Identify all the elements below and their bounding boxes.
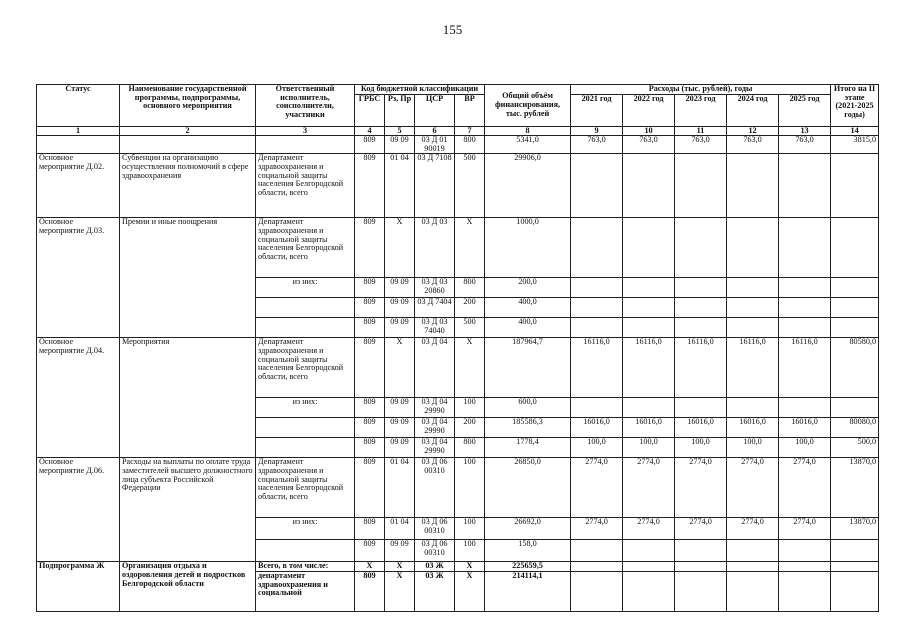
csr-cell: 03 Д 03 — [415, 218, 455, 278]
rzpr-cell: 09 09 — [385, 540, 415, 562]
responsible-cell — [256, 540, 355, 562]
total-cell: 214114,1 — [485, 572, 571, 612]
status-cell: Подпрограмма Ж — [37, 562, 120, 612]
table-row — [37, 562, 879, 572]
name-cell: Организация отдыха и оздоровления детей и подростков Белгородской области — [120, 562, 256, 612]
header-year-2022: 2022 год — [623, 94, 675, 126]
budget-table — [36, 84, 879, 612]
y2021-cell — [571, 318, 623, 338]
total-cell: 26692,0 — [485, 518, 571, 540]
y2021-cell: 16116,0 — [571, 338, 623, 398]
y2025-cell — [779, 278, 831, 298]
responsible-cell — [256, 318, 355, 338]
y2024-cell — [727, 278, 779, 298]
stage-cell — [831, 572, 879, 612]
y2023-cell — [675, 572, 727, 612]
y2022-cell: 2774,0 — [623, 518, 675, 540]
header-csr: ЦСР — [415, 94, 455, 126]
y2024-cell — [727, 318, 779, 338]
rzpr-cell: 09 09 — [385, 418, 415, 438]
total-cell: 400,0 — [485, 298, 571, 318]
y2023-cell — [675, 154, 727, 218]
y2022-cell — [623, 298, 675, 318]
y2023-cell: 2774,0 — [675, 518, 727, 540]
csr-cell: 03 Ж — [415, 562, 455, 572]
y2024-cell — [727, 540, 779, 562]
stage-cell: 80080,0 — [831, 418, 879, 438]
header-budget-code: Код бюджетной классификации — [355, 85, 485, 95]
responsible-cell — [256, 418, 355, 438]
grbs-cell: 809 — [355, 518, 385, 540]
y2021-cell — [571, 562, 623, 572]
total-cell: 600,0 — [485, 398, 571, 418]
csr-cell: 03 Д 04 29990 — [415, 438, 455, 458]
vr-cell: 800 — [455, 136, 485, 154]
y2023-cell — [675, 318, 727, 338]
grbs-cell: 809 — [355, 458, 385, 518]
col-num: 11 — [675, 126, 727, 136]
vr-cell: Х — [455, 562, 485, 572]
csr-cell: 03 Д 04 — [415, 338, 455, 398]
y2021-cell: 763,0 — [571, 136, 623, 154]
col-num: 8 — [485, 126, 571, 136]
rzpr-cell: 01 04 — [385, 518, 415, 540]
rzpr-cell: 01 04 — [385, 154, 415, 218]
status-cell: Основное мероприятие Д.03. — [37, 218, 120, 338]
csr-cell: 03 Д 06 00310 — [415, 458, 455, 518]
header-name: Наименование государственной программы, подпрограммы, основного мероприятия — [120, 85, 256, 127]
y2021-cell — [571, 298, 623, 318]
col-num: 9 — [571, 126, 623, 136]
responsible-cell — [256, 438, 355, 458]
csr-cell: 03 Д 03 20860 — [415, 278, 455, 298]
y2024-cell: 16116,0 — [727, 338, 779, 398]
table-row — [37, 458, 879, 518]
y2023-cell: 763,0 — [675, 136, 727, 154]
rzpr-cell: 09 09 — [385, 398, 415, 418]
y2025-cell: 16016,0 — [779, 418, 831, 438]
csr-cell: 03 Д 03 74040 — [415, 318, 455, 338]
col-num: 14 — [831, 126, 879, 136]
y2021-cell — [571, 154, 623, 218]
y2022-cell: 16116,0 — [623, 338, 675, 398]
y2021-cell: 16016,0 — [571, 418, 623, 438]
y2025-cell — [779, 298, 831, 318]
csr-cell: 03 Ж — [415, 572, 455, 612]
stage-cell: 13870,0 — [831, 458, 879, 518]
rzpr-cell: 01 04 — [385, 458, 415, 518]
grbs-cell: 809 — [355, 398, 385, 418]
y2024-cell — [727, 298, 779, 318]
name-cell: Расходы на выплаты по оплате труда заместителей высшего должностного лица субъекта Российской Федерации — [120, 458, 256, 562]
column-number-row — [37, 126, 879, 136]
grbs-cell: 809 — [355, 154, 385, 218]
col-num: 4 — [355, 126, 385, 136]
header-vr: ВР — [455, 94, 485, 126]
table-row — [37, 218, 879, 278]
status-cell — [37, 136, 120, 154]
csr-cell: 03 Д 01 90019 — [415, 136, 455, 154]
grbs-cell: 809 — [355, 438, 385, 458]
vr-cell: Х — [455, 572, 485, 612]
y2022-cell — [623, 278, 675, 298]
col-num: 2 — [120, 126, 256, 136]
responsible-cell: Всего, в том числе: — [256, 562, 355, 572]
y2021-cell — [571, 540, 623, 562]
y2024-cell: 16016,0 — [727, 418, 779, 438]
vr-cell: 200 — [455, 418, 485, 438]
responsible-cell: из них: — [256, 278, 355, 298]
grbs-cell: 809 — [355, 338, 385, 398]
grbs-cell: 809 — [355, 318, 385, 338]
header-responsible: Ответственный исполнитель, соисполнители, участники — [256, 85, 355, 127]
y2023-cell — [675, 398, 727, 418]
rzpr-cell: 09 09 — [385, 318, 415, 338]
grbs-cell: Х — [355, 562, 385, 572]
header-status: Статус — [37, 85, 120, 127]
y2024-cell — [727, 398, 779, 418]
rzpr-cell: Х — [385, 572, 415, 612]
vr-cell: 100 — [455, 540, 485, 562]
responsible-cell — [256, 136, 355, 154]
y2022-cell: 16016,0 — [623, 418, 675, 438]
y2022-cell: 100,0 — [623, 438, 675, 458]
y2022-cell — [623, 562, 675, 572]
y2023-cell — [675, 298, 727, 318]
vr-cell: 100 — [455, 518, 485, 540]
total-cell: 1778,4 — [485, 438, 571, 458]
y2024-cell — [727, 562, 779, 572]
y2022-cell — [623, 572, 675, 612]
csr-cell: 03 Д 06 00310 — [415, 518, 455, 540]
total-cell: 225659,5 — [485, 562, 571, 572]
responsible-cell: из них: — [256, 518, 355, 540]
y2023-cell: 16016,0 — [675, 418, 727, 438]
stage-cell — [831, 218, 879, 278]
stage-cell — [831, 398, 879, 418]
y2022-cell — [623, 318, 675, 338]
table-row — [37, 154, 879, 218]
responsible-cell: из них: — [256, 398, 355, 418]
stage-cell — [831, 540, 879, 562]
y2022-cell: 763,0 — [623, 136, 675, 154]
vr-cell: Х — [455, 338, 485, 398]
vr-cell: 800 — [455, 438, 485, 458]
responsible-cell — [256, 298, 355, 318]
total-cell: 26850,0 — [485, 458, 571, 518]
y2025-cell: 100,0 — [779, 438, 831, 458]
rzpr-cell: Х — [385, 218, 415, 278]
grbs-cell: 809 — [355, 136, 385, 154]
stage-cell: 13870,0 — [831, 518, 879, 540]
col-num: 13 — [779, 126, 831, 136]
y2025-cell: 2774,0 — [779, 518, 831, 540]
total-cell: 200,0 — [485, 278, 571, 298]
col-num: 12 — [727, 126, 779, 136]
y2023-cell — [675, 540, 727, 562]
status-cell: Основное мероприятие Д.02. — [37, 154, 120, 218]
y2023-cell — [675, 218, 727, 278]
csr-cell: 03 Д 04 29990 — [415, 398, 455, 418]
name-cell: Премии и иные поощрения — [120, 218, 256, 338]
grbs-cell: 809 — [355, 418, 385, 438]
grbs-cell: 809 — [355, 278, 385, 298]
y2022-cell — [623, 218, 675, 278]
y2024-cell: 2774,0 — [727, 518, 779, 540]
name-cell — [120, 136, 256, 154]
y2025-cell: 16116,0 — [779, 338, 831, 398]
csr-cell: 03 Д 7404 — [415, 298, 455, 318]
grbs-cell: 809 — [355, 540, 385, 562]
stage-cell — [831, 298, 879, 318]
stage-cell: 3815,0 — [831, 136, 879, 154]
table-row — [37, 338, 879, 398]
col-num: 6 — [415, 126, 455, 136]
csr-cell: 03 Д 04 29990 — [415, 418, 455, 438]
y2021-cell: 100,0 — [571, 438, 623, 458]
y2021-cell — [571, 398, 623, 418]
total-cell: 400,0 — [485, 318, 571, 338]
y2023-cell: 2774,0 — [675, 458, 727, 518]
total-cell: 185586,3 — [485, 418, 571, 438]
y2021-cell — [571, 218, 623, 278]
name-cell: Субвенции на организацию осуществления полномочий в сфере здравоохранения — [120, 154, 256, 218]
y2025-cell — [779, 398, 831, 418]
header-expenses: Расходы (тыс. рублей), годы — [571, 85, 831, 95]
header-rzpr: Рз, Пр — [385, 94, 415, 126]
y2025-cell — [779, 562, 831, 572]
y2021-cell — [571, 278, 623, 298]
rzpr-cell: 09 09 — [385, 278, 415, 298]
total-cell: 1000,0 — [485, 218, 571, 278]
y2021-cell: 2774,0 — [571, 518, 623, 540]
header-stage-total: Итого на II этапе (2021-2025 годы) — [831, 85, 879, 127]
responsible-cell: Департамент здравоохранения и социальной защиты населения Белгородской области, всего — [256, 154, 355, 218]
rzpr-cell: 09 09 — [385, 136, 415, 154]
vr-cell: 200 — [455, 298, 485, 318]
y2024-cell: 100,0 — [727, 438, 779, 458]
y2022-cell — [623, 398, 675, 418]
responsible-cell: департамент здравоохранения и социальной — [256, 572, 355, 612]
responsible-cell: Департамент здравоохранения и социальной защиты населения Белгородской области, всего — [256, 218, 355, 278]
col-num: 3 — [256, 126, 355, 136]
stage-cell — [831, 562, 879, 572]
header-year-2023: 2023 год — [675, 94, 727, 126]
name-cell: Мероприятия — [120, 338, 256, 458]
status-cell: Основное мероприятие Д.04. — [37, 338, 120, 458]
vr-cell: 500 — [455, 318, 485, 338]
y2023-cell — [675, 278, 727, 298]
y2025-cell: 2774,0 — [779, 458, 831, 518]
y2024-cell — [727, 572, 779, 612]
grbs-cell: 809 — [355, 218, 385, 278]
grbs-cell: 809 — [355, 572, 385, 612]
y2022-cell — [623, 540, 675, 562]
y2024-cell — [727, 218, 779, 278]
stage-cell — [831, 318, 879, 338]
stage-cell: 500,0 — [831, 438, 879, 458]
total-cell: 29906,0 — [485, 154, 571, 218]
csr-cell: 03 Д 7108 — [415, 154, 455, 218]
page-number: 155 — [442, 22, 463, 37]
table-row — [37, 136, 879, 154]
stage-cell — [831, 278, 879, 298]
header-year-2024: 2024 год — [727, 94, 779, 126]
y2024-cell: 763,0 — [727, 136, 779, 154]
stage-cell: 80580,0 — [831, 338, 879, 398]
vr-cell: 800 — [455, 278, 485, 298]
total-cell: 187964,7 — [485, 338, 571, 398]
header-year-2025: 2025 год — [779, 94, 831, 126]
y2025-cell — [779, 540, 831, 562]
vr-cell: 100 — [455, 398, 485, 418]
vr-cell: 500 — [455, 154, 485, 218]
y2025-cell — [779, 318, 831, 338]
y2025-cell — [779, 154, 831, 218]
header-total-volume: Общий объём финансирования, тыс. рублей — [485, 85, 571, 127]
y2025-cell: 763,0 — [779, 136, 831, 154]
grbs-cell: 809 — [355, 298, 385, 318]
stage-cell — [831, 154, 879, 218]
rzpr-cell: 09 09 — [385, 298, 415, 318]
csr-cell: 03 Д 06 00310 — [415, 540, 455, 562]
total-cell: 158,0 — [485, 540, 571, 562]
responsible-cell: Департамент здравоохранения и социальной защиты населения Белгородской области, всего — [256, 338, 355, 398]
rzpr-cell: Х — [385, 562, 415, 572]
responsible-cell: Департамент здравоохранения и социальной защиты населения Белгородской области, всего — [256, 458, 355, 518]
y2025-cell — [779, 572, 831, 612]
header-grbs: ГРБС — [355, 94, 385, 126]
rzpr-cell: Х — [385, 338, 415, 398]
vr-cell: Х — [455, 218, 485, 278]
y2021-cell — [571, 572, 623, 612]
y2022-cell: 2774,0 — [623, 458, 675, 518]
y2024-cell: 2774,0 — [727, 458, 779, 518]
y2023-cell: 100,0 — [675, 438, 727, 458]
col-num: 1 — [37, 126, 120, 136]
header-year-2021: 2021 год — [571, 94, 623, 126]
y2021-cell: 2774,0 — [571, 458, 623, 518]
y2023-cell: 16116,0 — [675, 338, 727, 398]
y2023-cell — [675, 562, 727, 572]
col-num: 7 — [455, 126, 485, 136]
col-num: 10 — [623, 126, 675, 136]
y2022-cell — [623, 154, 675, 218]
y2025-cell — [779, 218, 831, 278]
y2024-cell — [727, 154, 779, 218]
vr-cell: 100 — [455, 458, 485, 518]
status-cell: Основное мероприятие Д.06. — [37, 458, 120, 562]
col-num: 5 — [385, 126, 415, 136]
rzpr-cell: 09 09 — [385, 438, 415, 458]
total-cell: 5341,0 — [485, 136, 571, 154]
